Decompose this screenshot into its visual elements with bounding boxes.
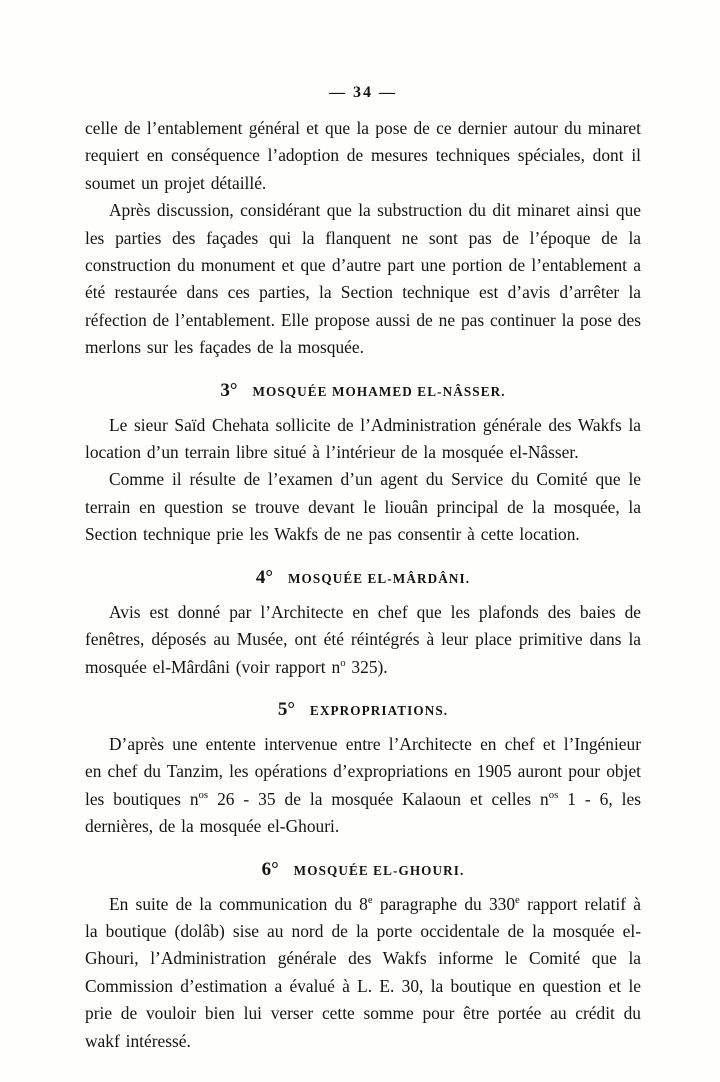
paragraph bbox=[85, 731, 641, 841]
section-title: MOSQUÉE EL-GHOURI. bbox=[293, 862, 465, 878]
section-title: MOSQUÉE EL-MÂRDÂNI. bbox=[288, 570, 471, 586]
paragraph-text: 26 - 35 de la mosquée Kalaoun et celles n bbox=[208, 788, 549, 809]
section-title: MOSQUÉE MOHAMED EL-NÂSSER. bbox=[252, 383, 506, 399]
section-number: 3° bbox=[220, 379, 238, 401]
paragraph: Après discussion, considérant que la substruction du dit minaret ainsi que les parties des façades qui la flanquent ne sont pas de l’époque de la construction du monument et que d’autre part une portion de l’entablement a été restaurée dans ces parties, la Section technique est d’avis d’arrêter la réfection de l’entablement. Elle propose aussi de ne pas continuer la pose des merlons sur les façades de la mosquée. bbox=[85, 200, 641, 358]
paragraph-text: 1 - 6, les dernières, de la mosquée el-Ghouri. bbox=[85, 788, 641, 837]
page-number: — 34 — bbox=[329, 84, 397, 101]
paragraph-continuation: celle de l’entablement général et que la pose de ce dernier autour du minaret requiert en conséquence l’adoption de mesures techniques spéciales, dont il soumet un projet détaillé. bbox=[85, 118, 641, 193]
paragraph-text: 325). bbox=[345, 656, 388, 677]
ordinal-superscript: e bbox=[367, 893, 373, 906]
ordinal-superscript: o bbox=[340, 656, 346, 669]
paragraph-text: Avis est donné par l’Architecte en chef que les plafonds des baies de fenêtres, déposés au Musée, ont été réintégrés à leur place primitive dans la mosquée el-Mârdâni (voir rapport n bbox=[85, 601, 641, 677]
paragraph: Comme il résulte de l’examen d’un agent du Service du Comité que le terrain en question se trouve devant le liouân principal de la mosquée, la Section technique prie les Wakfs de ne pas consentir à cette location. bbox=[85, 469, 641, 545]
section-number: 5° bbox=[277, 698, 295, 720]
ordinal-superscript: os bbox=[198, 788, 209, 801]
paragraph-text: En suite de la communication du 8 bbox=[109, 893, 368, 914]
ordinal-superscript: e bbox=[515, 893, 520, 906]
section-heading-mosquee-mohamed-el-nasser bbox=[85, 377, 641, 404]
section-title: EXPROPRIATIONS. bbox=[309, 702, 449, 718]
paragraph: Le sieur Saïd Chehata sollicite de l’Administration générale des Wakfs la location d’un terrain libre situé à l’intérieur de la mosquée el-Nâsser. bbox=[85, 414, 641, 463]
section-heading-mosquee-el-ghouri bbox=[85, 856, 641, 883]
section-heading-mosquee-el-mardani bbox=[85, 564, 641, 591]
page-content bbox=[85, 115, 641, 1055]
paragraph bbox=[85, 599, 641, 681]
paragraph-text: D’après une entente intervenue entre l’Architecte en chef et l’Ingénieur en chef du Tanzim, les opérations d’expropriations en 1905 auront pour objet les boutiques n bbox=[85, 733, 641, 809]
paragraph-text: rapport relatif à la boutique (dolâb) sise au nord de la porte occidentale de la mosquée el-Ghouri, l’Administration générale des Wakfs informe le Comité que la Commission d’estimation a évalué à L. E. 30, la boutique en question et le prie de vouloir bien lui verser cette somme pour être portée au crédit du wakf intéressé. bbox=[85, 893, 641, 1051]
paragraph-text: paragraphe du 330 bbox=[372, 893, 516, 914]
paragraph bbox=[85, 891, 641, 1055]
section-number: 4° bbox=[255, 566, 273, 588]
section-number: 6° bbox=[261, 858, 279, 880]
ordinal-superscript: os bbox=[548, 788, 559, 801]
section-heading-expropriations bbox=[85, 696, 641, 723]
